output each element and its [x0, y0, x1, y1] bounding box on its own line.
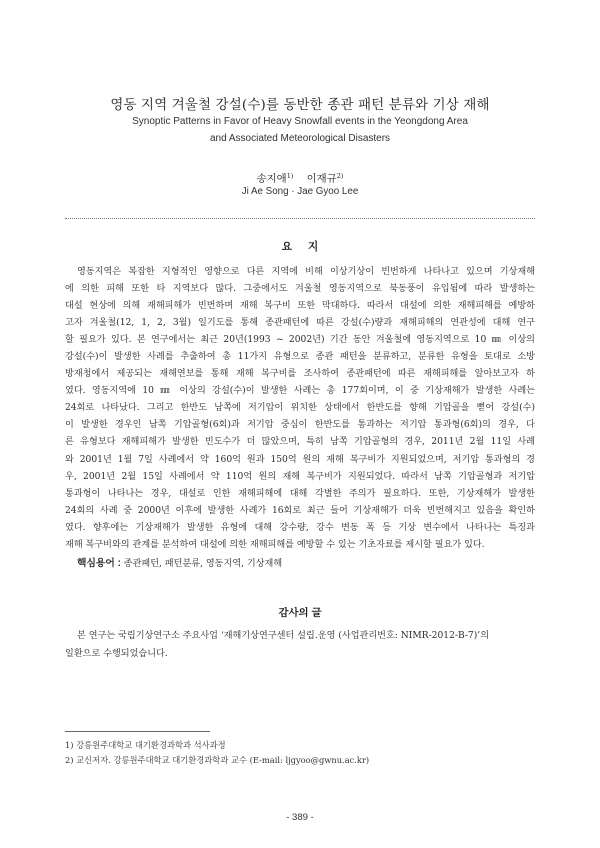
- abstract-line: 할 필요가 있다. 본 연구에서는 최근 20년(1993 ~ 2002년) 기간 동안 겨울철에 영동지역으로 10 ㎜ 이상의: [65, 335, 535, 346]
- author2-name: 이재규: [306, 173, 337, 185]
- acknowledgement-line: 일환으로 수행되었습니다.: [65, 649, 168, 659]
- footnote-1: 1) 강릉원주대학교 대기환경과학과 석사과정: [65, 740, 226, 750]
- abstract-line: 였다. 향후에는 기상재해가 발생한 유형에 대해 강수량, 강수 변동 폭 등 기상 변수에서 나타나는 특징과: [65, 522, 535, 533]
- keywords-label: 핵심용어 :: [77, 558, 121, 569]
- abstract-line: 24회의 사례 중 2000년 이후에 발생한 사례가 16회로 최근 들어 기상재해가 더욱 빈번해지고 있음을 확인하: [65, 505, 535, 516]
- footnote-divider: [65, 731, 210, 732]
- author2-footnote-marker: 2): [336, 172, 344, 180]
- acknowledgement-line: 본 연구는 국립기상연구소 주요사업 ‘재해기상연구센터 설립․운영 (사업관리번호: NIMR-2012-B-7)’의: [77, 631, 490, 641]
- abstract-line: 고자 겨울철(12, 1, 2, 3월) 일기도를 통해 종관패턴에 따른 강설(수)량과 재해피해의 연관성에 대해 연구: [65, 318, 535, 329]
- abstract-line: 이 발생한 경우인 남쪽 기압골형(6회)과 저기압 중심이 한반도를 통과하는 저기압 통과형(6회)의 경우, 다: [65, 420, 535, 431]
- abstract-line: 였다. 영동지역에 10 ㎜ 이상의 강설(수)이 발생한 사례는 총 177회이며, 이 중 기상재해가 발생한 사례는: [65, 386, 535, 397]
- abstract-line: 와 2001년 1월 7일 사례에서 약 160억 원과 150억 원의 재해 복구비가 지원되었으며, 저기압 통과형의 경: [65, 454, 535, 465]
- abstract-line: 재해 복구비와의 관계를 분석하여 대설에 의한 재해피해를 예방할 수 있는 기초자료를 제시할 필요가 있다.: [65, 539, 485, 550]
- author1-name: 송지애: [256, 173, 287, 185]
- abstract-body: [65, 264, 535, 554]
- abstract-line: 강설(수)이 발생한 사례를 추출하여 총 11가지 유형으로 종관 패턴을 분류하고, 분류한 유형을 토대로 소방: [65, 352, 535, 363]
- author1-footnote-marker: 1): [286, 172, 294, 180]
- abstract-heading: 요지: [281, 241, 335, 253]
- acknowledgement-body: [65, 627, 535, 663]
- section-divider: [65, 218, 535, 219]
- authors-english: Ji Ae Song · Jae Gyoo Lee: [241, 186, 359, 197]
- page-number: - 389 -: [286, 812, 314, 823]
- keywords-text: 종관패턴, 패턴분류, 영동지역, 기상재해: [123, 559, 283, 569]
- abstract-line: 우, 2001년 2월 15일 사례에서 약 110억 원의 재해 복구비가 지원되었다. 따라서 남쪽 기압골형과 저기압: [65, 471, 535, 482]
- paper-title-english-line2: and Associated Meteorological Disasters: [209, 133, 391, 144]
- abstract-line: 대설 현상에 의해 재해피해가 빈번하며 재해 복구비 또한 막대하다. 따라서 대설에 의한 재해피해를 예방하: [65, 301, 535, 312]
- paper-title-english-line1: Synoptic Patterns in Favor of Heavy Snowfall events in the Yeongdong Area: [132, 116, 468, 127]
- footnotes: [65, 738, 535, 768]
- keywords: [65, 555, 535, 569]
- abstract-line: 방재청에서 제공되는 재해연보를 통해 재해 복구비를 조사하여 종관패턴에 따른 재해피해를 알아보고자 하: [65, 369, 535, 380]
- footnote-2: 2) 교신저자. 강릉원주대학교 대기환경과학과 교수 (E-mail: ljgyoo@gwnu.ac.kr): [65, 755, 370, 765]
- abstract-line: 통과형이 나타나는 경우, 대설로 인한 재해피해에 대해 각별한 주의가 필요하다. 또한, 기상재해가 발생한: [65, 488, 535, 499]
- abstract-line: 른 유형보다 재해피해가 발생한 빈도수가 더 많았으며, 특히 남쪽 기압골형의 경우, 2011년 2월 11일 사례: [65, 437, 535, 448]
- abstract-line: 영동지역은 복잡한 지형적인 영향으로 다른 지역에 비해 이상기상이 빈번하게 나타나고 있으며 기상재해: [77, 267, 535, 277]
- paper-title-korean: 영동 지역 겨울철 강설(수)를 동반한 종관 패턴 분류와 기상 재해: [110, 98, 490, 113]
- abstract-line: 에 의한 피해 또한 타 지역보다 많다. 그중에서도 겨울철 영동지역으로 북동풍이 유입됨에 따라 발생하는: [65, 284, 535, 295]
- acknowledgement-heading: 감사의 글: [278, 608, 322, 619]
- authors-korean: [0, 170, 600, 185]
- abstract-line: 24회로 나타났다. 그리고 한반도 남쪽에 저기압이 위치한 상태에서 한반도를 향해 기압골을 뻗어 강설(수): [65, 403, 535, 414]
